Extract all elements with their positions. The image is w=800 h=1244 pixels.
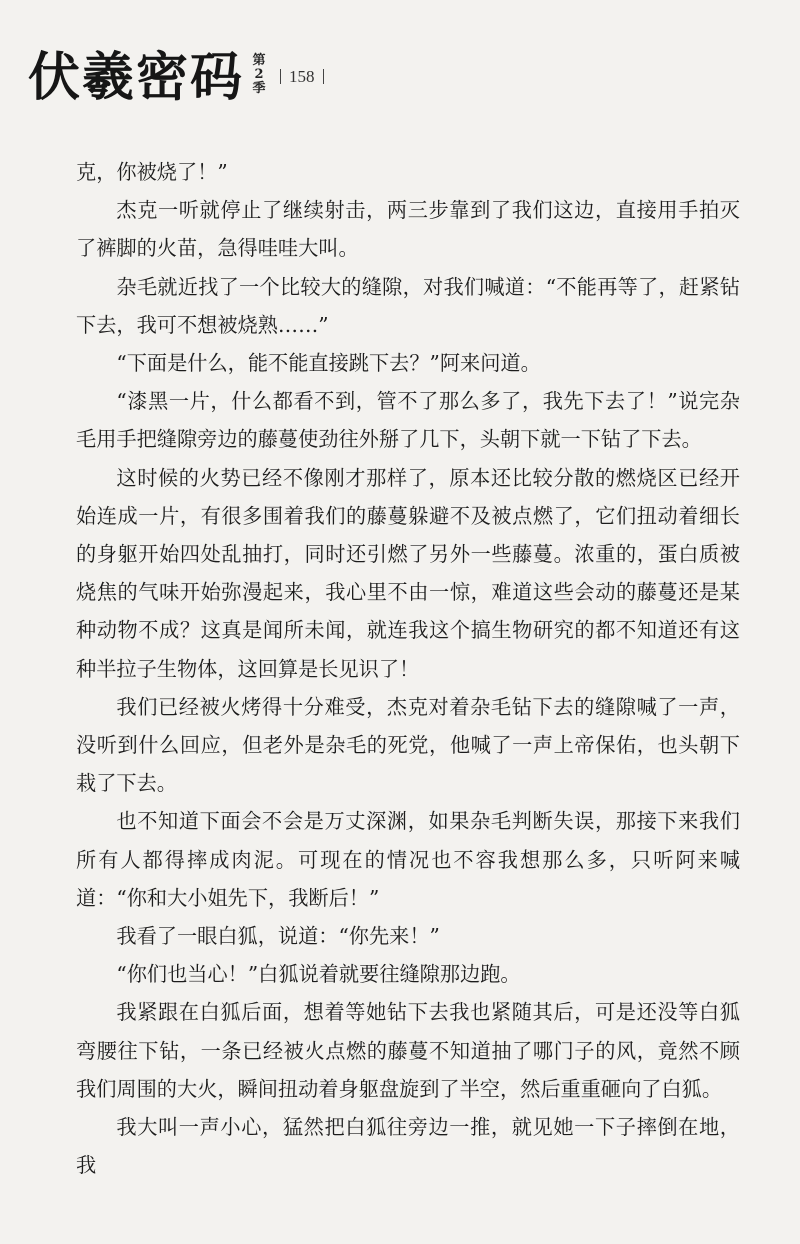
- paragraph: 我大叫一声小心，猛然把白狐往旁边一推，就见她一下子摔倒在地，我: [76, 1115, 740, 1178]
- paragraph: 也不知道下面会不会是万丈深渊，如果杂毛判断失误，那接下来我们所有人都得摔成肉泥。可现在的情况也不容我想那么多，只听阿来喊道：“你和大小姐先下，我断后！”: [76, 809, 740, 910]
- page-number-box: [272, 67, 332, 87]
- paragraph: 这时候的火势已经不像刚才那样了，原本还比较分散的燃烧区已经开始连成一片，有很多围着我们的藤蔓躲避不及被点燃了，它们扭动着细长的身躯开始四处乱抽打，同时还引燃了另外一些藤蔓。浓重的，蛋白质被烧焦的气味开始弥漫起来，我心里不由一惊，难道这些会动的藤蔓还是某种动物不成？这真是闻所未闻，就连我这个搞生物研究的都不知道还有这种半拉子生物体，这回算是长见识了！: [76, 465, 740, 681]
- paragraph: 我看了一眼白狐，说道：“你先来！”: [116, 924, 440, 949]
- divider: [323, 69, 324, 84]
- divider: [280, 69, 281, 84]
- paragraph: 克，你被烧了！”: [76, 160, 228, 184]
- season-label-part: 2: [254, 67, 264, 82]
- paragraph: 我紧跟在白狐后面，想着等她钻下去我也紧随其后，可是还没等白狐弯腰往下钻，一条已经被火点燃的藤蔓不知道抽了哪门子的风，竟然不顾我们周围的大火，瞬间扭动着身躯盘旋到了半空，然后重重砸向了白狐。: [76, 1000, 740, 1101]
- paragraph: 我们已经被火烤得十分难受，杰克对着杂毛钻下去的缝隙喊了一声，没听到什么回应，但老外是杂毛的死党，他喊了一声上帝保佑，也头朝下栽了下去。: [76, 694, 740, 796]
- body-text: [76, 153, 740, 1184]
- season-label-part: 第: [252, 53, 266, 68]
- season-label: [250, 54, 268, 96]
- page-number: 158: [289, 67, 315, 86]
- paragraph: “你们也当心！”白狐说着就要往缝隙那边跑。: [116, 962, 521, 987]
- paragraph: 杂毛就近找了一个比较大的缝隙，对我们喊道：“不能再等了，赶紧钻下去，我可不想被烧熟……”: [76, 274, 740, 337]
- book-title: 伏羲密码: [28, 47, 245, 108]
- paragraph: “漆黑一片，什么都看不到，管不了那么多了，我先下去了！”说完杂毛用手把缝隙旁边的藤蔓使劲往外掰了几下，头朝下就一下钻了下去。: [76, 389, 740, 452]
- paragraph: 杰克一听就停止了继续射击，两三步靠到了我们这边，直接用手拍灭了裤脚的火苗，急得哇哇大叫。: [76, 198, 740, 261]
- paragraph: “下面是什么，能不能直接跳下去？”阿来问道。: [116, 351, 541, 376]
- season-label-part: 季: [252, 81, 266, 96]
